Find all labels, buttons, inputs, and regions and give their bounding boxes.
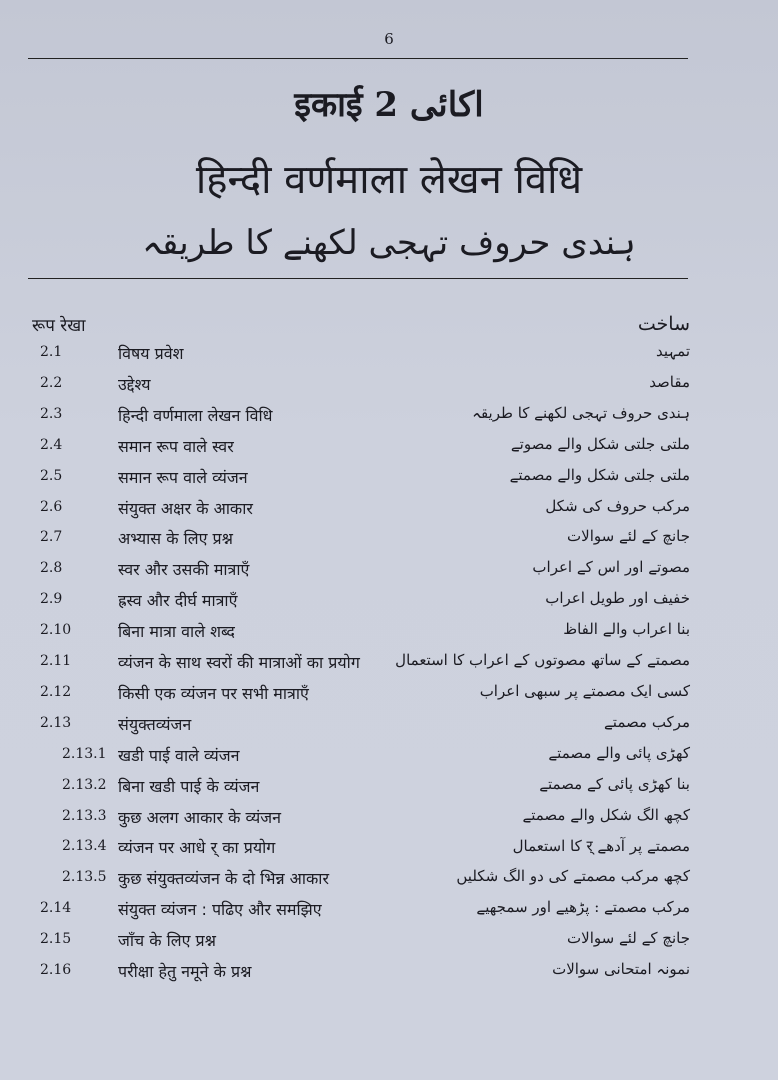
section-number: 2.15 — [40, 931, 72, 948]
section-title-hindi: बिना खडी पाई के व्यंजन — [118, 776, 260, 796]
toc-row — [0, 371, 778, 401]
section-title-urdu: مصمتے کے ساتھ مصوتوں کے اعراب کا استعمال — [395, 651, 690, 669]
unit-heading: इकाई 2 اکائی — [294, 85, 484, 125]
section-number: 2.14 — [40, 900, 72, 917]
section-title-hindi: उद्देश्य — [118, 374, 151, 394]
toc-row — [0, 433, 778, 463]
section-title-hindi: समान रूप वाले व्यंजन — [118, 467, 248, 487]
section-title-hindi: जाँच के लिए प्रश्न — [118, 931, 216, 951]
section-title-urdu: کچھ الگ شکل والے مصمتے — [522, 805, 690, 824]
title-divider — [28, 278, 688, 279]
toc-row — [0, 649, 778, 679]
section-title-urdu: کسی ایک مصمتے پر سبھی اعراب — [479, 681, 690, 700]
section-number: 2.7 — [40, 529, 63, 546]
section-number: 2.13.1 — [62, 745, 107, 762]
section-number: 2.9 — [40, 591, 63, 608]
section-title-urdu: بنا کھڑی پائی کے مصمتے — [539, 774, 690, 793]
section-number: 2.13 — [40, 714, 72, 731]
section-title-hindi: व्यंजन पर आधे र् का प्रयोग — [118, 838, 276, 858]
section-number: 2.12 — [40, 683, 72, 700]
section-title-hindi: परीक्षा हेतु नमूने के प्रश्न — [118, 962, 252, 981]
toc-row — [0, 865, 778, 895]
section-title-urdu: نمونہ امتحانی سوالات — [552, 960, 690, 978]
section-title-urdu: ہندی حروف تہجی لکھنے کا طریقہ — [472, 403, 690, 422]
toc-row — [0, 525, 778, 555]
toc-row — [0, 618, 778, 648]
section-number: 2.13.3 — [62, 807, 107, 824]
toc-row — [0, 804, 778, 834]
section-title-hindi: समान रूप वाले स्वर — [118, 436, 234, 456]
toc-row — [0, 958, 778, 988]
section-title-hindi: संयुक्त अक्षर के आकार — [118, 498, 253, 518]
section-title-urdu: مرکب مصمتے — [604, 712, 690, 731]
section-title-urdu: مرکب حروف کی شکل — [545, 496, 690, 515]
section-number: 2.16 — [40, 962, 72, 978]
chapter-title-hindi: हिन्दी वर्णमाला लेखन विधि — [195, 157, 583, 203]
section-title-urdu: کچھ مرکب مصمتے کی دو الگ شکلیں — [456, 867, 690, 886]
toc-row — [0, 402, 778, 432]
section-number: 2.4 — [40, 436, 63, 453]
top-divider — [28, 58, 688, 59]
section-title-urdu: جانچ کے لئے سوالات — [567, 527, 690, 546]
chapter-title-urdu: ہندی حروف تہجی لکھنے کا طریقہ — [142, 223, 636, 263]
toc-row — [0, 896, 778, 926]
section-title-urdu: تمہید — [655, 342, 690, 360]
toc-row — [0, 680, 778, 710]
section-title-urdu: ملتی جلتی شکل والے مصمتے — [509, 465, 690, 484]
section-number: 2.13.4 — [62, 838, 107, 855]
section-title-hindi: ह्रस्व और दीर्घ मात्राएँ — [118, 591, 238, 611]
page-number: 6 — [384, 30, 394, 48]
section-title-hindi: बिना मात्रा वाले शब्द — [118, 622, 235, 642]
section-number: 2.11 — [40, 653, 72, 669]
section-title-hindi: कुछ संयुक्तव्यंजन के दो भिन्न आकार — [118, 869, 329, 889]
section-title-hindi: किसी एक व्यंजन पर सभी मात्राएँ — [118, 683, 309, 703]
toc-row — [0, 927, 778, 957]
section-number: 2.6 — [40, 498, 63, 515]
toc-row — [0, 773, 778, 803]
section-number: 2.13.5 — [62, 869, 107, 886]
toc-row — [0, 464, 778, 494]
section-title-urdu: بنا اعراب والے الفاظ — [563, 620, 690, 639]
section-number: 2.2 — [40, 374, 63, 391]
section-number: 2.5 — [40, 467, 63, 484]
section-title-urdu: خفیف اور طویل اعراب — [545, 589, 690, 608]
section-title-urdu: ملتی جلتی شکل والے مصوتے — [510, 434, 690, 453]
section-title-urdu: مقاصد — [649, 372, 690, 391]
section-number: 2.13.2 — [62, 776, 107, 793]
toc-row — [0, 834, 778, 864]
section-title-hindi: व्यंजन के साथ स्वरों की मात्राओं का प्रयोग — [118, 653, 360, 672]
section-number: 2.8 — [40, 560, 63, 577]
toc-row — [0, 495, 778, 525]
section-title-urdu: کھڑی پائی والے مصمتے — [548, 743, 690, 762]
section-title-urdu: مصوتے اور اس کے اعراب — [532, 558, 690, 577]
section-number: 2.1 — [40, 344, 63, 360]
section-title-hindi: संयुक्त व्यंजन : पढिए और समझिए — [118, 900, 322, 920]
toc-row — [0, 711, 778, 741]
section-title-hindi: विषय प्रवेश — [118, 344, 184, 363]
section-number: 2.10 — [40, 622, 72, 639]
toc-row — [0, 587, 778, 617]
section-title-hindi: कुछ अलग आकार के व्यंजन — [118, 807, 282, 827]
section-number: 2.3 — [40, 405, 63, 422]
outline-label-urdu: ساخت — [637, 313, 690, 335]
section-title-hindi: खडी पाई वाले व्यंजन — [118, 745, 240, 765]
section-title-hindi: संयुक्तव्यंजन — [118, 714, 192, 734]
section-title-hindi: स्वर और उसकी मात्राएँ — [118, 560, 250, 580]
section-title-urdu: مرکب مصمتے : پڑھیے اور سمجھیے — [476, 898, 690, 917]
section-title-urdu: مصمتے پر آدھے र् کا استعمال — [512, 837, 690, 856]
section-title-hindi: हिन्दी वर्णमाला लेखन विधि — [118, 405, 273, 425]
toc-row — [0, 340, 778, 370]
toc-row — [0, 742, 778, 772]
section-title-hindi: अभ्यास के लिए प्रश्न — [118, 529, 233, 549]
outline-label-hindi: रूप रेखा — [32, 316, 86, 336]
toc-row — [0, 556, 778, 586]
section-title-urdu: جانچ کے لئے سوالات — [567, 929, 690, 948]
